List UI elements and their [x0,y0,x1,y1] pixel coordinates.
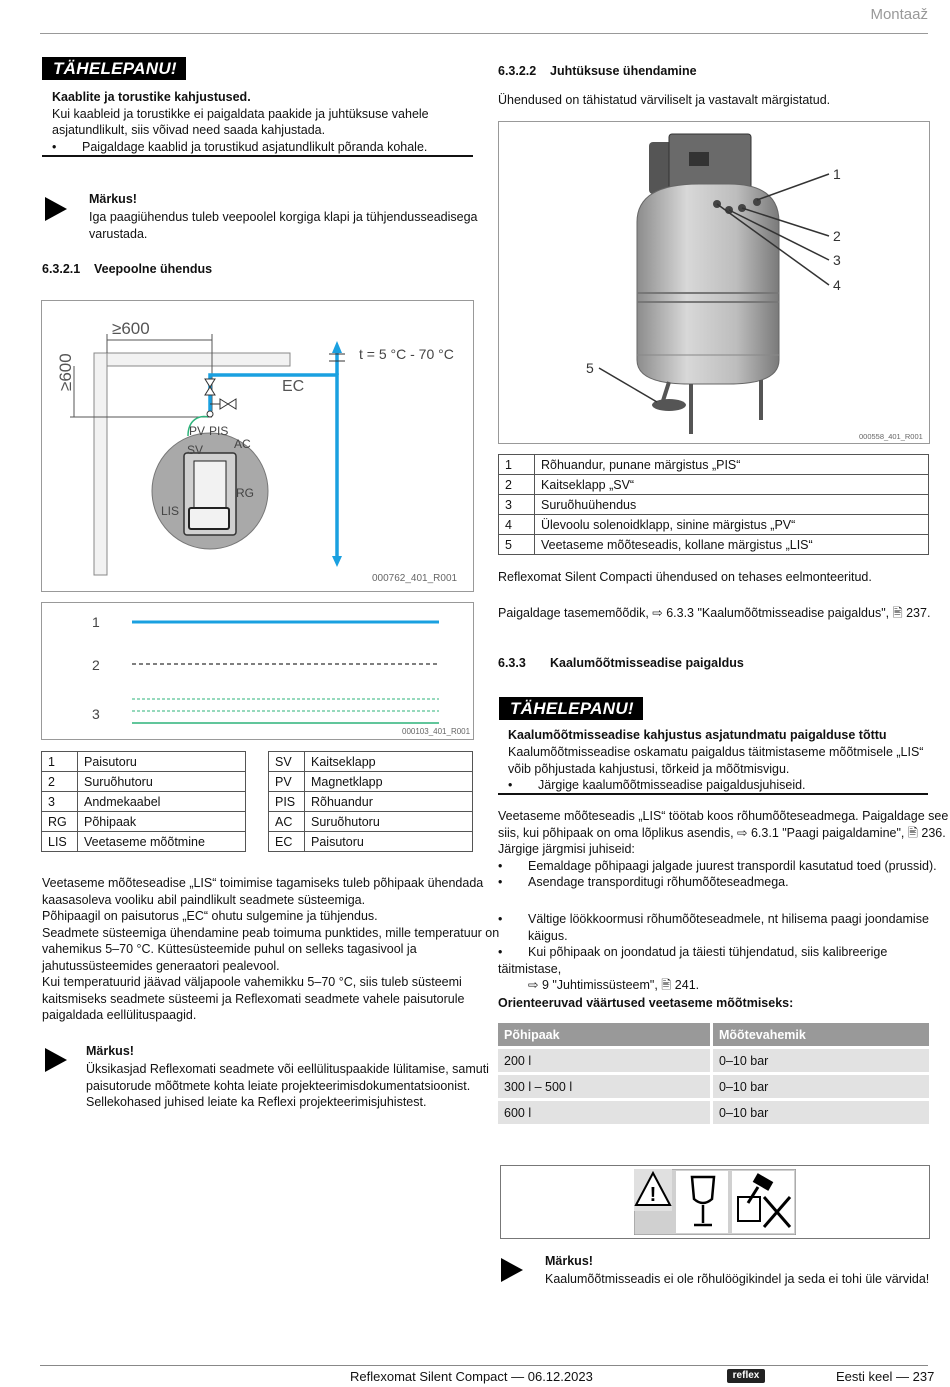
list-item: • Vältige löökkoormusi rõhumõõteseadmele, nt hilisema paagi joondamise [498,912,929,926]
table-row: 3 Suruõhuühendus [499,495,929,515]
footer-document: Reflexomat Silent Compact — 06.12.2023 [350,1369,593,1384]
note-text: Üksikasjad Reflexomati seadmete või eellülituspaakide lülitamise, samuti paisutorude mõõtmete kohta leiate projekteerimisdokumentatsioonist. Sellekohased juhised leiate ka Reflexi projekteerimisjuhistest. [86,1062,489,1109]
note-title: Märkus! [86,1044,134,1058]
legend-table-components [268,751,473,852]
caution-text-1: Kui kaableid ja torustikke ei paigaldata paakide ja juhtüksuse vahele [52,107,429,121]
water-connection-diagram [42,301,473,591]
line-types-diagram [42,603,473,739]
table-row: LIS Veetaseme mõõtmine [42,832,246,852]
table-row: RG Põhipaak [42,812,246,832]
callout-3: 3 [833,252,841,268]
table-row: 3 Andmekaabel [42,792,246,812]
table-row: EC Paisutoru [269,832,473,852]
label-pv: PV [189,424,206,438]
dim-vertical: ≥600 [56,353,75,391]
caution-banner: TÄHELEPANU! [42,57,186,80]
running-header-section: Montaaž [870,6,928,23]
label-rg: RG [236,486,254,500]
label-lis: LIS [161,504,180,518]
list-item: • Eemaldage põhipaagi jalgade juurest transpordil kasutatud toed (prussid). [498,858,937,873]
caution-title: Kaalumõõtmisseadise kahjustus asjatundmatu paigalduse tõttu [508,728,887,742]
figure-water-connection [41,300,474,592]
dim-horizontal: ≥600 [112,319,150,338]
label-ec: EC [282,378,305,395]
table-row: SV Kaitseklapp [269,752,473,772]
reference-values-title: Orienteeruvad väärtused veetaseme mõõtmiseks: [498,996,794,1010]
figure-line-types [41,602,474,740]
weighing-instructions: Veetaseme mõõteseadis „LIS“ töötab koos rõhumõõteseadmega. Paigaldage see siis, kui põhipaak on oma lõplikus asendis, ⇨ 6.3.1 "Paagi paigaldamine", 🖹 236. Järgige järgmisi juhiseid: • Eemaldage põhipaagi jalgade juurest transpordil kasutatud toed (prussid). • Asendage transporditugi rõhumõõteseadmega. [498,809,949,889]
note-text-1: Iga paagiühendus tuleb veepoolel korgiga klapi ja tühjendusseadisega [89,210,478,224]
label-ac: AC [234,437,251,451]
line-label-1: 1 [92,614,100,630]
caution-bullet: • Paigaldage kaablid ja torustikud asjatundlikult põranda kohale. [52,140,428,154]
intro-text: Ühendused on tähistatud värviliselt ja vastavalt märgistatud. [498,93,831,107]
figure-code: 000103_401_R001 [402,727,471,736]
note-text-2: varustada. [89,227,148,241]
table-row: 600 l 0–10 bar [498,1100,929,1126]
caution-text-1: Kaalumõõtmisseadise oskamatu paigaldus täitmistaseme mõõtmisele „LIS“ [508,745,924,759]
section-heading-6-3-3: 6.3.3 Kaalumõõtmisseadise paigaldus [498,656,744,670]
table-row: PIS Rõhuandur [269,792,473,812]
note-text: Kaalumõõtmisseadis ei ole rõhulöögikindel ja seda ei tohi üle värvida! [545,1272,930,1286]
label-pis: PIS [209,424,229,438]
table-row: PV Magnetklapp [269,772,473,792]
table-header-row: Põhipaak Mõõtevahemik [498,1023,929,1048]
note-title: Märkus! [545,1254,593,1268]
pictogram-box [500,1165,930,1239]
table-row: 1 Rõhuandur, punane märgistus „PIS“ [499,455,929,475]
figure-code: 000762_401_R001 [372,573,458,584]
label-sv: SV [187,443,204,457]
header-rule [40,33,928,34]
body-paragraph-left: Veetaseme mõõteseadise „LIS“ toimimise tagamiseks tuleb põhipaak ühendada kaasasoleva vooliku abil paindlikult seadmete süsteemiga. Põhipaagil on paisutorus „EC“ ohutu sulgemine ja tühjendus. Seadmete süsteemiga ühendamine peab toimuma punktides, mille temperatuur on vahemikus 5–70 °C. Küttesüsteemide puhul on selleks tagasivool ja jahutussüsteemides generaatori pealevool. Kui temperatuurid jäävad väljapoole vahemikku 5–70 °C, siis tuleb süsteemi kaitsmiseks seadmete süsteemi ja Reflexomati seadmete vahele paisutorule paigaldada eellülituspaagid. [42,876,500,1022]
caution-text-2: võib põhjustada kahjustusi, tõrkeid ja mõõtmisvigu. [508,762,790,776]
table-row: 1 Paisutoru [42,752,246,772]
caution-rule [42,155,473,157]
note-title: Märkus! [89,192,137,206]
footer-page: Eesti keel — 237 [836,1369,935,1384]
caution-block-weighing [499,699,643,719]
callout-2: 2 [833,228,841,244]
list-item: • Kui põhipaak on joondatud ja täiesti tühjendatud, siis kalibreerige täitmistase, [498,945,888,976]
figure-tank-connections [498,121,930,444]
callout-1: 1 [833,166,841,182]
factory-note: Reflexomat Silent Compacti ühendused on tehases eelmonteeritud. [498,570,872,584]
caution-title: Kaablite ja torustike kahjustused. [52,90,251,104]
note-arrow-icon [45,197,67,221]
callout-5: 5 [586,360,594,376]
footer-rule [40,1365,928,1366]
table-row: 4 Ülevoolu solenoidklapp, sinine märgistus „PV“ [499,515,929,535]
note-arrow-icon [45,1048,67,1072]
table-row: 300 l – 500 l 0–10 bar [498,1074,929,1100]
caution-bullet: • Järgige kaalumõõtmisseadise paigaldusjuhiseid. [508,778,806,792]
callout-4: 4 [833,277,841,293]
reflex-logo: reflex [727,1369,765,1383]
table-row: 5 Veetaseme mõõteseadis, kollane märgistus „LIS“ [499,535,929,555]
warning-pictograms [634,1169,796,1235]
line-label-3: 3 [92,706,100,722]
caution-block-cables [42,59,186,79]
line-label-2: 2 [92,657,100,673]
legend-table-lines [41,751,246,852]
connections-legend-table [498,454,929,555]
caution-rule [498,793,928,795]
table-row: 200 l 0–10 bar [498,1048,929,1074]
table-row: 2 Suruõhutoru [42,772,246,792]
mount-reference: Paigaldage tasememõõdik, ⇨ 6.3.3 "Kaalumõõtmisseadise paigaldus", 🖹 237. [498,606,931,620]
svg-text:!: ! [649,1184,657,1206]
section-heading-6-3-2-2: 6.3.2.2 Juhtüksuse ühendamine [498,64,697,78]
caution-text-2: asjatundlikult, siis võivad need saada kahjustada. [52,123,326,137]
weighing-instructions-2: • Vältige löökkoormusi rõhumõõteseadmele, nt hilisema paagi joondamise käigus. • Kui põhipaak on joondatud ja täiesti tühjendatud, siis kalibreerige täitmistase, ⇨ 9 "Juhtimissüsteem", 🖹 241. [498,911,950,994]
temperature-label: t = 5 °C - 70 °C [359,346,454,362]
note-arrow-icon [501,1258,523,1282]
reference-values-table [498,1023,929,1127]
figure-code: 000558_401_R001 [859,432,923,441]
section-heading-6-3-2-1: 6.3.2.1 Veepoolne ühendus [42,262,213,276]
caution-banner: TÄHELEPANU! [499,697,643,720]
table-row: 2 Kaitseklapp „SV“ [499,475,929,495]
list-item: • Asendage transporditugi rõhumõõteseadmega. [498,875,789,889]
table-row: AC Suruõhutoru [269,812,473,832]
tank-illustration [499,122,929,443]
